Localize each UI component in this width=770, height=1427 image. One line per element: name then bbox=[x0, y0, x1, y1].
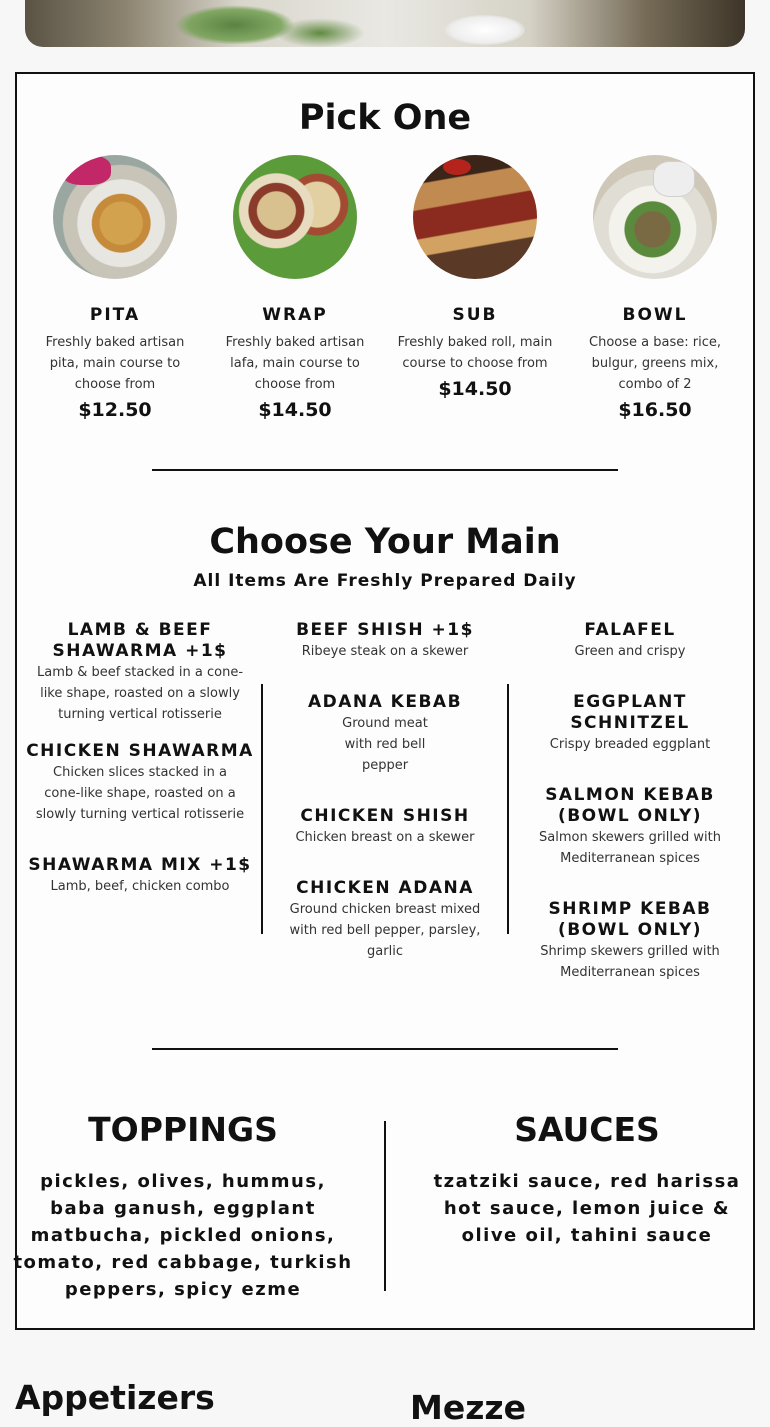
main-item-name: LAMB & BEEF SHAWARMA +1$ bbox=[52, 620, 228, 661]
pick-item-desc: Choose a base: rice, bulgur, greens mix, combo of 2 bbox=[589, 335, 721, 392]
pick-item-name: SUB bbox=[452, 305, 498, 325]
main-column-1 bbox=[25, 620, 255, 897]
pick-item-wrap[interactable] bbox=[210, 155, 380, 421]
main-item-desc: Ribeye steak on a skewer bbox=[301, 644, 469, 659]
plate-decoration bbox=[445, 15, 525, 45]
main-item[interactable] bbox=[270, 878, 500, 962]
main-item[interactable] bbox=[25, 741, 255, 825]
appetizers-heading: Appetizers bbox=[15, 1378, 215, 1417]
pick-item-pita[interactable] bbox=[30, 155, 200, 421]
main-item-desc: Crispy breaded eggplant bbox=[549, 737, 711, 752]
main-item-name: CHICKEN SHISH bbox=[300, 806, 470, 826]
main-item[interactable] bbox=[270, 692, 500, 776]
main-item-name: ADANA KEBAB bbox=[307, 692, 463, 712]
main-item-desc: Chicken breast on a skewer bbox=[295, 830, 475, 845]
pick-one-title: Pick One bbox=[298, 98, 472, 138]
main-item[interactable] bbox=[515, 692, 745, 755]
pick-item-name: WRAP bbox=[262, 305, 328, 325]
main-item-desc: Green and crispy bbox=[574, 644, 686, 659]
main-item[interactable] bbox=[25, 855, 255, 897]
main-item-desc: Salmon skewers grilled with Mediterranean spices bbox=[539, 830, 721, 866]
main-item-desc: Ground meat with red bell pepper bbox=[342, 716, 428, 773]
greens-decoration bbox=[275, 18, 365, 47]
greens-decoration bbox=[175, 5, 295, 45]
pick-item-price: $16.50 bbox=[618, 399, 692, 421]
pick-item-name: BOWL bbox=[622, 305, 688, 325]
column-divider bbox=[507, 684, 509, 934]
bowl-photo bbox=[593, 155, 717, 279]
main-item-name: CHICKEN ADANA bbox=[296, 878, 474, 898]
pick-item-price: $14.50 bbox=[258, 399, 332, 421]
main-item-name: CHICKEN SHAWARMA bbox=[26, 741, 254, 761]
main-item[interactable] bbox=[515, 620, 745, 662]
pick-item-sub[interactable] bbox=[390, 155, 560, 400]
pick-item-desc: Freshly baked artisan lafa, main course to choose from bbox=[225, 335, 365, 392]
pick-item-price: $12.50 bbox=[78, 399, 152, 421]
choose-main-title: Choose Your Main bbox=[209, 522, 561, 562]
choose-main-subtitle: All Items Are Freshly Prepared Daily bbox=[193, 571, 577, 591]
hero-photo bbox=[25, 0, 745, 47]
main-item[interactable] bbox=[515, 899, 745, 983]
main-item-name: SHRIMP KEBAB (BOWL ONLY) bbox=[548, 899, 712, 940]
main-item-desc: Ground chicken breast mixed with red bell pepper, parsley, garlic bbox=[289, 902, 481, 959]
main-item-desc: Shrimp skewers grilled with Mediterranean spices bbox=[540, 944, 720, 980]
main-item-name: BEEF SHISH +1$ bbox=[296, 620, 474, 640]
pick-item-price: $14.50 bbox=[438, 378, 512, 400]
section-divider bbox=[152, 1048, 618, 1050]
main-item-desc: Lamb & beef stacked in a cone-like shape, roasted on a slowly turning vertical rotisserie bbox=[36, 665, 244, 722]
pick-item-name: PITA bbox=[89, 305, 141, 325]
main-item-name: SHAWARMA MIX +1$ bbox=[28, 855, 252, 875]
sauces-list: tzatziki sauce, red harissa hot sauce, lemon juice & olive oil, tahini sauce bbox=[433, 1171, 741, 1246]
main-item-name: SALMON KEBAB (BOWL ONLY) bbox=[545, 785, 715, 826]
column-divider bbox=[384, 1121, 386, 1291]
sauces-title: SAUCES bbox=[514, 1110, 660, 1149]
sub-photo bbox=[413, 155, 537, 279]
mezze-heading: Mezze bbox=[410, 1388, 527, 1427]
main-column-3 bbox=[515, 620, 745, 983]
toppings-list: pickles, olives, hummus, baba ganush, eggplant matbucha, pickled onions, tomato, red cabbage, turkish peppers, spicy ezme bbox=[13, 1171, 353, 1300]
main-item[interactable] bbox=[270, 806, 500, 848]
pick-item-desc: Freshly baked roll, main course to choose from bbox=[397, 335, 553, 371]
section-divider bbox=[152, 469, 618, 471]
main-item[interactable] bbox=[25, 620, 255, 725]
main-column-2 bbox=[270, 620, 500, 962]
column-divider bbox=[261, 684, 263, 934]
main-item-desc: Chicken slices stacked in a cone-like shape, roasted on a slowly turning vertical rotisserie bbox=[35, 765, 245, 822]
wrap-photo bbox=[233, 155, 357, 279]
main-item-name: FALAFEL bbox=[584, 620, 676, 640]
main-item[interactable] bbox=[270, 620, 500, 662]
pick-item-desc: Freshly baked artisan pita, main course to choose from bbox=[45, 335, 185, 392]
main-item[interactable] bbox=[515, 785, 745, 869]
main-item-name: EGGPLANT SCHNITZEL bbox=[570, 692, 690, 733]
toppings-title: TOPPINGS bbox=[88, 1110, 278, 1149]
pick-item-bowl[interactable] bbox=[570, 155, 740, 421]
pita-photo bbox=[53, 155, 177, 279]
main-item-desc: Lamb, beef, chicken combo bbox=[50, 879, 230, 894]
